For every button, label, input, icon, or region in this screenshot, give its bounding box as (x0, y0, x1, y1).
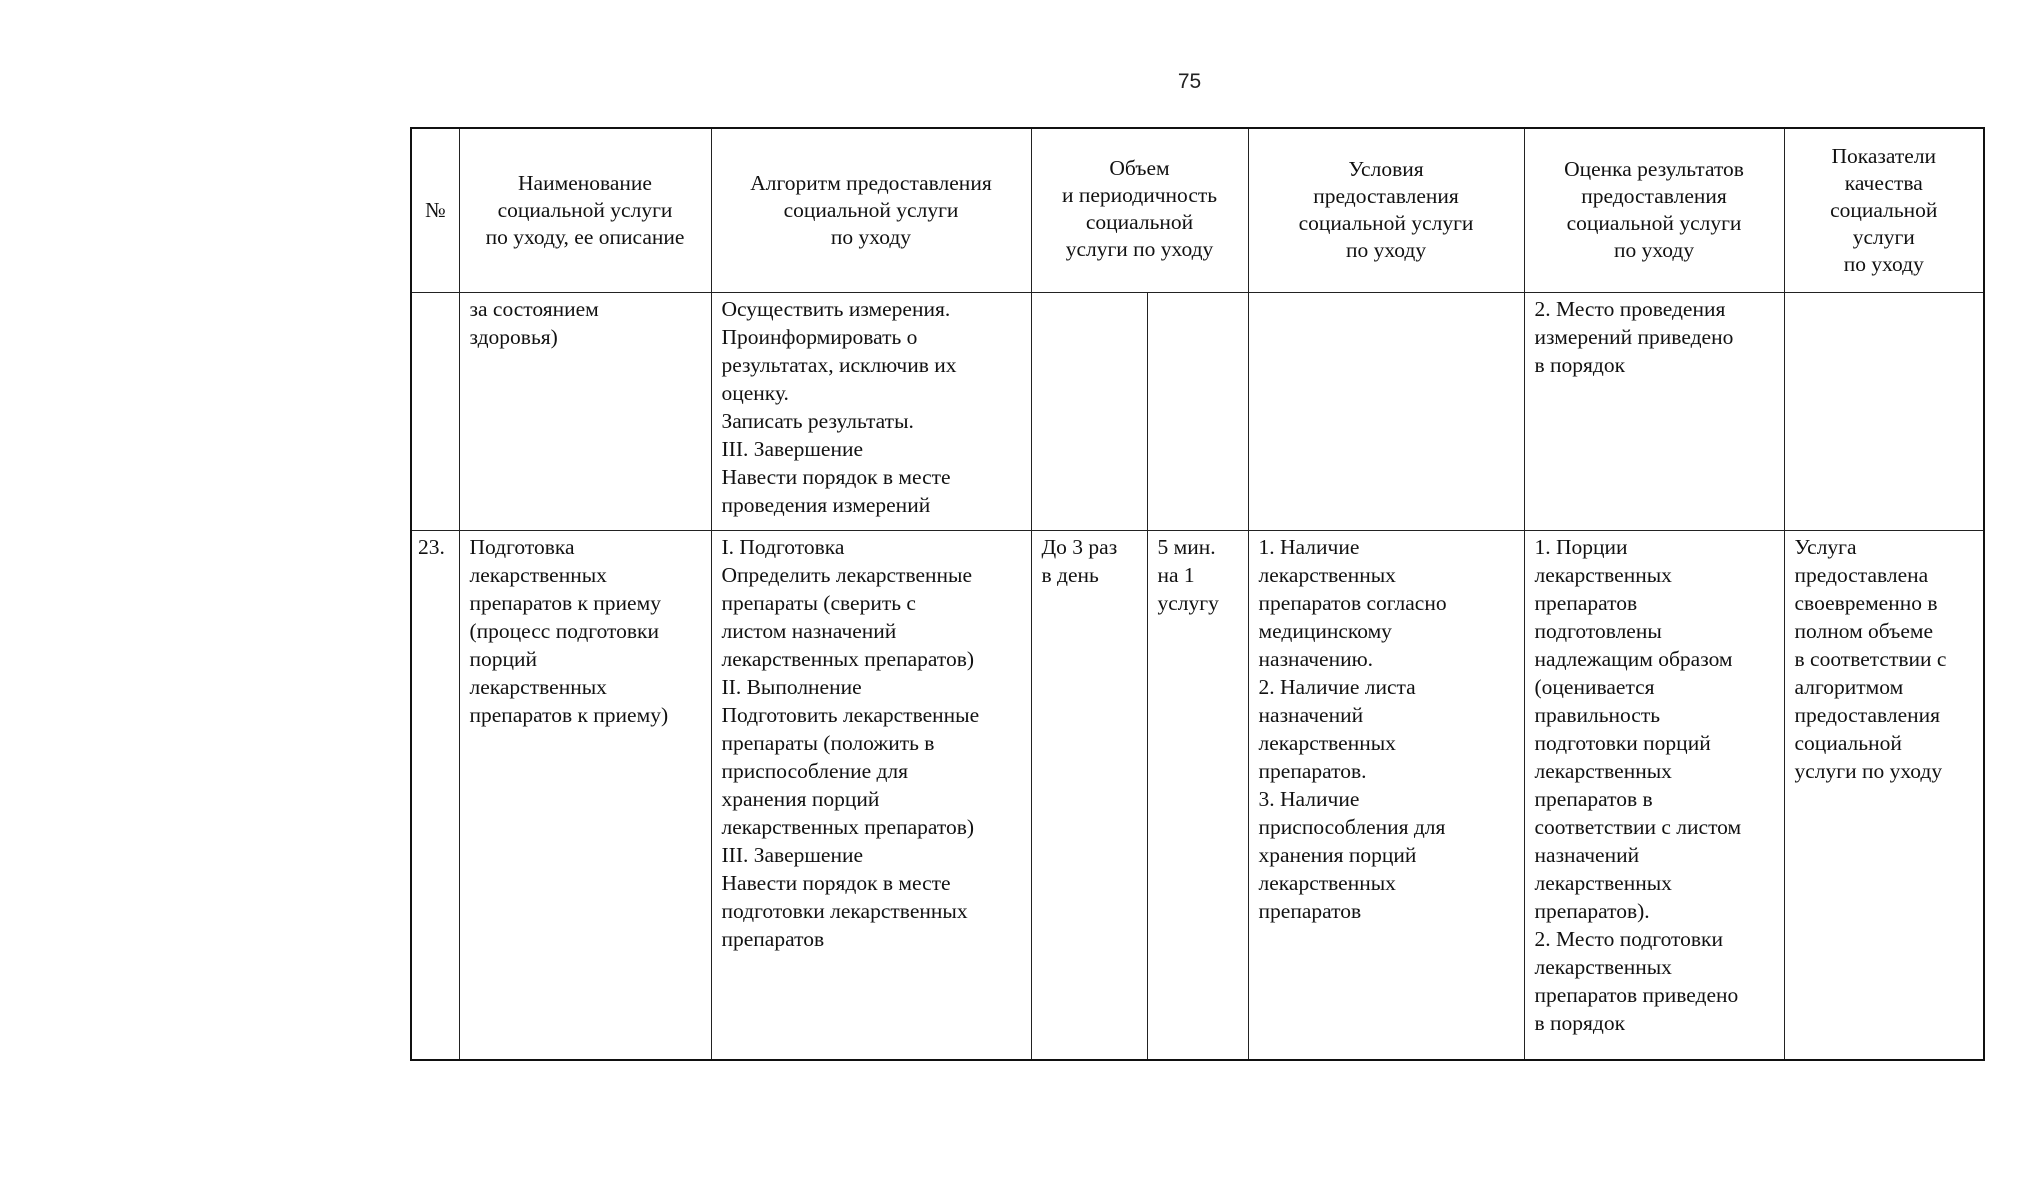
table-row (411, 292, 1984, 530)
header-quality: Показатели качества социальной услуги по уходу (1784, 128, 1984, 292)
cell-number (411, 292, 459, 530)
services-table (410, 127, 1985, 1061)
header-assessment: Оценка результатов предоставления социальной услуги по уходу (1524, 128, 1784, 292)
cell-periodicity (1147, 292, 1248, 530)
header-conditions: Условия предоставления социальной услуги по уходу (1248, 128, 1524, 292)
cell-quality (1784, 292, 1984, 530)
header-service-name: Наименование социальной услуги по уходу, ее описание (459, 128, 711, 292)
header-volume-periodicity: Объем и периодичность социальной услуги по уходу (1031, 128, 1248, 292)
header-algorithm: Алгоритм предоставления социальной услуги по уходу (711, 128, 1031, 292)
page-number: 75 (1177, 70, 1202, 93)
cell-algorithm: Осуществить измерения. Проинформировать о результатах, исключив их оценку. Записать результаты. III. Завершение Навести порядок в месте проведения измерений (711, 292, 1031, 530)
table-row (411, 530, 1984, 1060)
cell-periodicity: 5 мин. на 1 услугу (1147, 530, 1248, 1060)
cell-volume (1031, 292, 1147, 530)
cell-assessment: 1. Порции лекарственных препаратов подготовлены надлежащим образом (оценивается правильность подготовки порций лекарственных препаратов в соответствии с листом назначений лекарственных препаратов). 2. Место подготовки лекарственных препаратов приведено в порядок (1524, 530, 1784, 1060)
cell-service-name: за состоянием здоровья) (459, 292, 711, 530)
cell-conditions: 1. Наличие лекарственных препаратов согласно медицинскому назначению. 2. Наличие листа назначений лекарственных препаратов. 3. Наличие приспособления для хранения порций лекарственных препаратов (1248, 530, 1524, 1060)
cell-assessment: 2. Место проведения измерений приведено в порядок (1524, 292, 1784, 530)
cell-number: 23. (411, 530, 459, 1060)
cell-conditions (1248, 292, 1524, 530)
cell-volume: До 3 раз в день (1031, 530, 1147, 1060)
header-number: № (411, 128, 459, 292)
cell-algorithm: I. Подготовка Определить лекарственные препараты (сверить с листом назначений лекарственных препаратов) II. Выполнение Подготовить лекарственные препараты (положить в приспособление для хранения порций лекарственных препаратов) III. Завершение Навести порядок в месте подготовки лекарственных препаратов (711, 530, 1031, 1060)
table-header (411, 128, 1984, 292)
cell-quality: Услуга предоставлена своевременно в полном объеме в соответствии с алгоритмом предоставления социальной услуги по уходу (1784, 530, 1984, 1060)
cell-service-name: Подготовка лекарственных препаратов к приему (процесс подготовки порций лекарственных препаратов к приему) (459, 530, 711, 1060)
